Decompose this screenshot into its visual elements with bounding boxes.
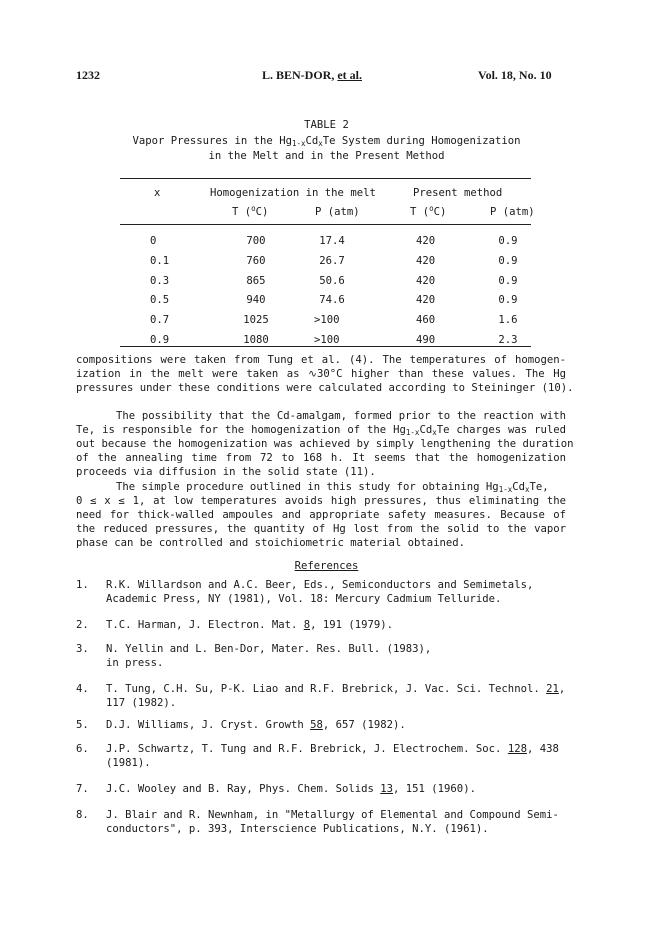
reference-text: in press. bbox=[106, 656, 164, 669]
cell-pressure-present: 0.9 bbox=[498, 274, 518, 287]
text-line: the reduced pressures, the quantity of Hg lost from the solid to the vapor bbox=[76, 523, 566, 536]
running-title bbox=[262, 68, 362, 83]
reference-number: 3. bbox=[76, 643, 89, 655]
cell-pressure-melt: >100 bbox=[314, 314, 340, 327]
caption-text: Vapor Pressures in the Hg bbox=[132, 135, 292, 147]
reference-text: J.C. Wooley and B. Ray, Phys. Chem. Solids 13, 151 (1960). bbox=[106, 783, 476, 795]
cell-temp-present: 420 bbox=[416, 254, 436, 267]
group-header-melt: Homogenization in the melt bbox=[210, 187, 376, 199]
text-line: Te, is responsible for the homogenization of the $Hg_{1-x}Cd_xTe$ charges was ruled bbox=[76, 424, 567, 438]
reference-number: 8. bbox=[76, 809, 89, 821]
text-line: ization in the melt were taken as ∿30°C higher than these values. The Hg bbox=[76, 368, 566, 381]
cell-x: 0.3 bbox=[150, 274, 170, 287]
caption-text: Te System during Homogenization bbox=[322, 135, 521, 147]
page-number: 1232 bbox=[76, 68, 100, 82]
cell-pressure-melt: 50.6 bbox=[319, 274, 345, 287]
reference-text: N. Yellin and L. Ben-Dor, Mater. Res. Bull. (1983), bbox=[106, 643, 432, 655]
reference-text: 117 (1982). bbox=[106, 696, 177, 709]
cell-x: 0.9 bbox=[150, 334, 170, 346]
col-header-x: x bbox=[154, 187, 161, 199]
subheader-t-present: T ($^o$C) bbox=[410, 204, 447, 218]
cell-x: 0.5 bbox=[150, 294, 170, 307]
cell-temp-present: 420 bbox=[416, 274, 436, 287]
paragraph-2 bbox=[76, 409, 574, 479]
cell-pressure-melt: >100 bbox=[314, 334, 340, 346]
cell-temp-present: 420 bbox=[416, 294, 436, 307]
running-authors: L. BEN-DOR, bbox=[262, 68, 335, 82]
cell-pressure-present: 0.9 bbox=[498, 254, 518, 267]
cell-temp-melt: 1025 bbox=[243, 314, 269, 327]
reference-number: 1. bbox=[76, 579, 89, 591]
cell-temp-present: 460 bbox=[416, 314, 436, 327]
text-line: of the annealing time from 72 to 168 h. It seems that the homogenization bbox=[76, 452, 566, 465]
reference-number: 2. bbox=[76, 619, 89, 631]
text-line: out because the homogenization was achieved by simply lengthening the duration bbox=[76, 438, 574, 451]
reference-number: 7. bbox=[76, 783, 89, 795]
cell-pressure-present: 2.3 bbox=[498, 334, 518, 346]
text-line: need for thick-walled ampoules and appropriate safety measures. Because of bbox=[76, 509, 566, 522]
cell-pressure-melt: 26.7 bbox=[319, 254, 345, 267]
table-header-rule bbox=[120, 224, 531, 225]
subheader-p-melt: P (atm) bbox=[315, 206, 360, 218]
text-line: The simple procedure outlined in this study for obtaining $Hg_{1-x}Cd_xTe$, bbox=[116, 481, 549, 494]
text-line: The possibility that the Cd-amalgam, formed prior to the reaction with bbox=[116, 410, 566, 422]
cell-temp-melt: 760 bbox=[246, 254, 266, 267]
subheader-p-present: P (atm) bbox=[490, 206, 535, 218]
caption-subscript: 1-x bbox=[291, 139, 306, 148]
reference-text: conductors", p. 393, Interscience Publications, N.Y. (1961). bbox=[106, 822, 489, 835]
cell-temp-melt: 1080 bbox=[243, 334, 269, 346]
reference-text: J. Blair and R. Newnham, in "Metallurgy of Elemental and Compound Semi- bbox=[106, 809, 559, 821]
cell-temp-present: 420 bbox=[416, 235, 436, 247]
paragraph-3 bbox=[76, 480, 566, 550]
cell-temp-present: 490 bbox=[416, 334, 436, 346]
cell-temp-melt: 700 bbox=[246, 235, 266, 247]
text-line: phase can be controlled and stoichiometric material obtained. bbox=[76, 537, 466, 550]
reference-text: J.P. Schwartz, T. Tung and R.F. Brebrick, J. Electrochem. Soc. 128, 438 bbox=[106, 743, 559, 755]
reference-text: D.J. Williams, J. Cryst. Growth 58, 657 (1982). bbox=[106, 719, 406, 731]
cell-x: 0 bbox=[150, 235, 157, 247]
reference-number: 6. bbox=[76, 743, 89, 755]
paragraph-1 bbox=[76, 353, 574, 395]
cell-x: 0.7 bbox=[150, 314, 170, 327]
cell-pressure-present: 0.9 bbox=[498, 294, 518, 307]
subheader-t-melt: T ($^o$C) bbox=[232, 204, 269, 218]
table-caption-line2: in the Melt and in the Present Method bbox=[208, 150, 445, 162]
cell-pressure-melt: 74.6 bbox=[319, 294, 345, 307]
text-line: pressures under these conditions were calculated according to Steininger (10). bbox=[76, 382, 574, 395]
cell-pressure-melt: 17.4 bbox=[319, 235, 345, 247]
group-header-present: Present method bbox=[413, 187, 503, 199]
text-line: compositions were taken from Tung et al. (4). The temperatures of homogen- bbox=[76, 354, 566, 366]
reference-text: (1981). bbox=[106, 756, 151, 769]
table-top-rule bbox=[120, 178, 531, 179]
caption-text: Cd bbox=[305, 135, 319, 147]
journal-volume: Vol. 18, No. 10 bbox=[478, 68, 552, 82]
cell-x: 0.1 bbox=[150, 254, 170, 267]
table-caption-line1 bbox=[0, 135, 653, 147]
running-et-al: et al. bbox=[337, 68, 362, 82]
table-label: TABLE 2 bbox=[304, 119, 349, 131]
reference-text: T. Tung, C.H. Su, P-K. Liao and R.F. Brebrick, J. Vac. Sci. Technol. 21, bbox=[106, 683, 566, 695]
cell-pressure-present: 1.6 bbox=[498, 314, 518, 327]
references-heading: References bbox=[294, 560, 359, 572]
reference-text: T.C. Harman, J. Electron. Mat. 8, 191 (1979). bbox=[106, 619, 394, 631]
cell-temp-melt: 865 bbox=[246, 274, 266, 287]
reference-text: Academic Press, NY (1981), Vol. 18: Mercury Cadmium Telluride. bbox=[106, 592, 502, 605]
reference-number: 4. bbox=[76, 683, 89, 695]
reference-text: R.K. Willardson and A.C. Beer, Eds., Semiconductors and Semimetals, bbox=[106, 579, 534, 591]
text-line: proceeds via diffusion in the solid state (11). bbox=[76, 466, 376, 479]
reference-number: 5. bbox=[76, 719, 89, 731]
caption-subscript: x bbox=[318, 139, 323, 148]
cell-pressure-present: 0.9 bbox=[498, 235, 518, 247]
text-line: 0 ≤ x ≤ 1, at low temperatures avoids high pressures, thus eliminating the bbox=[76, 495, 566, 508]
cell-temp-melt: 940 bbox=[246, 294, 266, 307]
table-bottom-rule bbox=[120, 346, 531, 347]
